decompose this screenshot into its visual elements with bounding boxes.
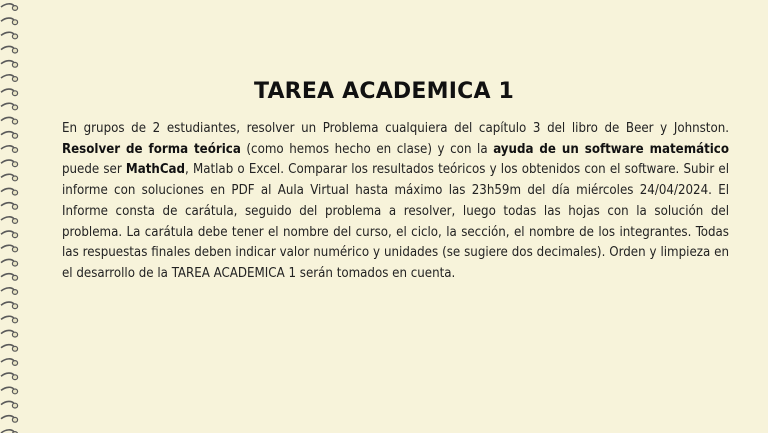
spiral-ring (1, 259, 14, 262)
spiral-hole (12, 119, 17, 124)
spiral-ring (1, 274, 14, 277)
spiral-hole (12, 275, 17, 280)
spiral-ring (1, 373, 14, 376)
spiral-ring (1, 416, 14, 419)
spiral-hole (12, 346, 17, 351)
spiral-ring (1, 387, 14, 390)
spiral-hole (12, 233, 17, 238)
spiral-hole (12, 332, 17, 337)
spiral-ring (1, 302, 14, 305)
spiral-hole (12, 176, 17, 181)
spiral-hole (12, 34, 17, 39)
spiral-ring (1, 188, 14, 191)
bold-theoretical: Resolver de forma teórica (62, 141, 241, 157)
spiral-ring (1, 345, 14, 348)
spiral-hole (12, 361, 17, 366)
spiral-ring (1, 217, 14, 220)
spiral-hole (12, 105, 17, 110)
spiral-ring (1, 46, 14, 49)
spiral-ring (1, 160, 14, 163)
spiral-ring (1, 203, 14, 206)
spiral-ring (1, 32, 14, 35)
spiral-hole (12, 62, 17, 67)
spiral-ring (1, 61, 14, 64)
spiral-hole (12, 417, 17, 422)
spiral-hole (12, 133, 17, 138)
spiral-ring (1, 401, 14, 404)
spiral-hole (12, 318, 17, 323)
bold-software: ayuda de un software matemático (493, 141, 729, 157)
text-segment: , Matlab o Excel. Comparar los resultados teóricos y los obtenidos con el software. Subir el informe con soluciones en PDF al Aula Virtual hasta máximo las 23h59m del día miércoles 24/04/2024. El Informe consta de carátula, seguido del problema a resolver, luego todas las hojas con la solución del problema. La carátula debe tener el nombre del curso, el ciclo, la sección, el nombre de los integrantes. Todas las respuestas finales deben indicar valor numérico y unidades (se sugiere dos decimales). Orden y limpieza en el desarrollo de la TAREA ACADEMICA 1 serán tomados en cuenta. (62, 162, 729, 281)
spiral-hole (12, 20, 17, 25)
spiral-ring (1, 359, 14, 362)
spiral-hole (12, 261, 17, 266)
spiral-hole (12, 219, 17, 224)
spiral-hole (12, 304, 17, 309)
spiral-hole (12, 403, 17, 408)
spiral-hole (12, 162, 17, 167)
spiral-hole (12, 204, 17, 209)
bold-mathcad: MathCad (125, 162, 186, 178)
spiral-ring (1, 245, 14, 248)
spiral-ring (1, 316, 14, 319)
spiral-binding-icon (0, 0, 22, 433)
spiral-ring (1, 132, 14, 135)
spiral-hole (12, 389, 17, 394)
text-segment: puede ser (62, 162, 126, 178)
spiral-ring (1, 174, 14, 177)
spiral-ring (1, 18, 14, 21)
spiral-hole (12, 148, 17, 153)
spiral-ring (1, 231, 14, 234)
page-title: TAREA ACADEMICA 1 (253, 79, 515, 104)
spiral-ring (1, 288, 14, 291)
spiral-hole (12, 247, 17, 252)
text-segment: (como hemos hecho en clase) y con la (240, 141, 494, 157)
spiral-hole (12, 375, 17, 380)
spiral-hole (12, 290, 17, 295)
spiral-ring (1, 75, 14, 78)
spiral-ring (1, 117, 14, 120)
spiral-ring (1, 146, 14, 149)
instructions-paragraph (62, 119, 729, 285)
spiral-hole (12, 6, 17, 11)
spiral-hole (12, 190, 17, 195)
spiral-ring (1, 330, 14, 333)
spiral-ring (1, 4, 14, 7)
spiral-hole (12, 48, 17, 53)
text-segment: En grupos de 2 estudiantes, resolver un Problema cualquiera del capítulo 3 del libro de Beer y Johnston. (62, 121, 729, 136)
